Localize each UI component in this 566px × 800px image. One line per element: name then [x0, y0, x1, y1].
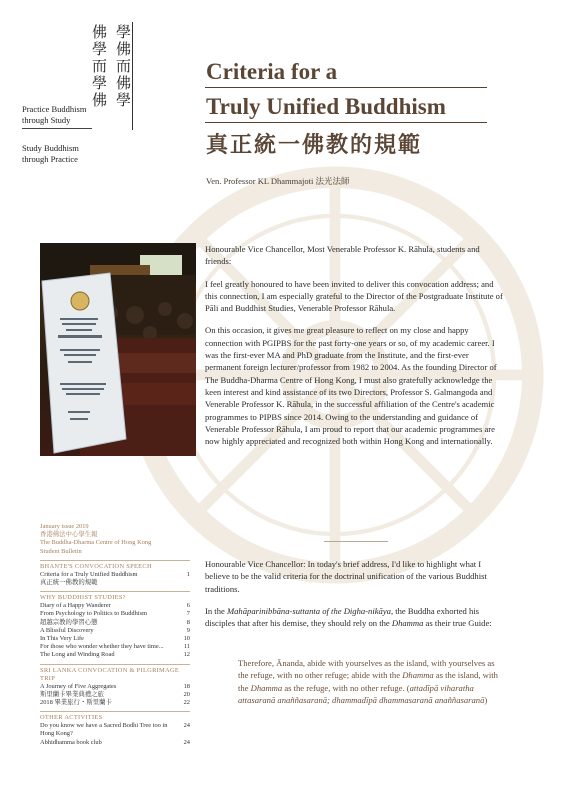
bulletin-name-english-2: Student Bulletin [40, 547, 82, 555]
toc-item-page: 24 [183, 738, 190, 746]
dhamma-term: Dhamma [391, 618, 424, 629]
tagline-practice-line2: through Study [22, 115, 71, 125]
cjk-motto-column-left: 佛學而學佛 [90, 24, 108, 109]
toc-item-page: 12 [183, 651, 190, 659]
toc-item-title: A Blissful Discovery [40, 626, 94, 634]
toc-item[interactable] [40, 571, 190, 579]
quote-pali: attadīpā viharatha attasaranā anaññasaranā; dhammadīpā dhammasaranā anaññasaranā [238, 682, 485, 705]
toc-item-title: 超越宗教的學習心態 [40, 618, 98, 626]
tagline-practice [22, 104, 92, 129]
convocation-photo [40, 243, 196, 456]
toc-item-page: 7 [186, 610, 190, 618]
sutta-title: Mahāparinibbāna-suttanta of the Digha-nikāya [226, 605, 391, 616]
convocation-photo-art [40, 243, 196, 456]
tagline-study-line2: through Practice [22, 154, 78, 164]
toc-item-title: 斯里蘭卡畢業典禮之旅 [40, 690, 104, 698]
toc-item-page: 20 [183, 690, 190, 698]
cjk-motto-column-right: 學佛而佛學 [114, 24, 132, 109]
toc-item-page: 8 [186, 618, 190, 626]
article-body [205, 243, 505, 457]
toc-item[interactable] [40, 699, 190, 707]
bulletin-name-english-1: The Buddha-Dharma Centre of Hong Kong [40, 539, 152, 547]
toc-item-title: Diary of a Happy Wanderer [40, 602, 111, 610]
toc-item-title: The Long and Winding Road [40, 651, 115, 659]
toc-item[interactable] [40, 602, 190, 610]
toc-item-page: 18 [183, 682, 190, 690]
toc-item[interactable] [40, 619, 190, 627]
toc-item-title: 真正統一佛教的規範 [40, 579, 98, 587]
toc-section-title: OTHER ACTIVITIES [40, 711, 190, 722]
quote-part-a: Therefore, Ānanda, abide with yourselves as the island, with yourselves as the refuge, with no other refuge; abide with the [238, 658, 495, 681]
toc-item-title: Abhidhamma book club [40, 738, 102, 746]
toc-item[interactable] [40, 651, 190, 659]
article-title-line2: Truly Unified Buddhism [206, 94, 446, 119]
quote-dhamma-1: Dhamma [402, 670, 434, 681]
toc-item-page: 24 [183, 722, 190, 730]
sutta-quotation [238, 657, 500, 706]
sutta-text-c: as their true Guide: [423, 618, 492, 629]
toc-item[interactable] [40, 683, 190, 691]
toc-item-page: 9 [186, 626, 190, 634]
paragraph-salutation: Honourable Vice Chancellor, Most Venerable Professor K. Rāhula, students and friends: [205, 244, 480, 267]
toc-item[interactable] [40, 635, 190, 643]
issue-date: January issue 2019 [40, 523, 89, 530]
article-author: Ven. Professor KL Dhammajoti 法光法師 [206, 176, 350, 186]
sutta-text-a: In the [205, 605, 227, 616]
sutta-text-b: , the Buddha exhorted his disciples that after his demise, they should rely on the [205, 605, 480, 629]
article-title-chinese: 真正統一佛教的規範 [206, 133, 423, 158]
toc-section-title: WHY BUDDHIST STUDIES? [40, 591, 190, 602]
toc-item[interactable] [40, 643, 190, 651]
toc-item-title: Criteria for a Truly Unified Buddhism [40, 570, 138, 578]
paragraph-connection: On this occasion, it gives me great pleasure to reflect on my close and happy connection with PGIPBS for the past forty-one years or so, of my academic career. I was the first-ever MA and PhD graduate from the Institute, and the first-ever permanent foreign lecturer/professor from 1982 to 2004. As the founding Director of The Buddha-Dharma Centre of Hong Kong, I must also gratefully acknowledge the keen interest and kind assistance of its two Directors, Professor S. Galmangoda and Venerable Professor K. Rāhula, in the successful affiliation of the Centre's academic programmes to PIPBS since 2014. Owing to the understanding and guidance of Venerable Professor Rāhula, I am proud to report that our academic programmes are now highly appreciated and recognized both within Hong Kong and internationally. [205, 325, 497, 447]
toc-item-page: 11 [183, 643, 190, 651]
paragraph-sutta [205, 605, 505, 630]
toc-item-page: 10 [183, 635, 190, 643]
bulletin-name-chinese: 香港佛法中心學生報 [40, 531, 98, 539]
article-title-line1: Criteria for a [206, 59, 338, 84]
title-rule-2 [205, 122, 487, 123]
toc-item[interactable] [40, 627, 190, 635]
toc-section-title: BHANTE'S CONVOCATION SPEECH [40, 560, 190, 571]
toc-item-title: From Psychology to Politics to Buddhism [40, 610, 148, 618]
toc-item-page: 6 [186, 602, 190, 610]
toc-item[interactable] [40, 610, 190, 618]
quote-part-e: as the refuge, with no other refuge. ( [282, 682, 410, 693]
article-body-continued [205, 558, 505, 639]
toc-item-title: For those who wonder whether they have time... [40, 643, 164, 651]
toc-item-page [180, 579, 190, 587]
paragraph-gratitude: I feel greatly honoured to have been invited to deliver this convocation address; and this connection, I am especially grateful to the Director of the Postgraduate Institute of Pāli and Buddhist Studies, Venerable Professor Rāhula. [205, 278, 503, 314]
title-rule-1 [205, 87, 487, 88]
quote-part-g: ) [484, 694, 488, 705]
toc-item-page: 1 [186, 570, 190, 578]
table-of-contents [40, 523, 190, 747]
toc-item-page: 22 [183, 699, 190, 707]
paragraph-criteria: Honourable Vice Chancellor: In today's brief address, I'd like to highlight what I believe to be the valid criteria for the doctrinal unification of the various Buddhist traditions. [205, 559, 487, 594]
motto-divider [132, 22, 133, 130]
toc-item[interactable] [40, 579, 190, 587]
toc-item[interactable] [40, 691, 190, 699]
tagline-study [22, 143, 79, 165]
tagline-practice-line1: Practice Buddhism [22, 104, 87, 114]
toc-item[interactable] [40, 722, 190, 738]
quote-dhamma-2: Dhamma [250, 682, 283, 693]
quote-part-c: as the island, with the [238, 670, 498, 693]
tagline-study-line1: Study Buddhism [22, 143, 79, 153]
toc-item-title: 2018 畢業旅行・斯里蘭卡 [40, 699, 112, 707]
toc-item-title: Do you know we have a Sacred Bodhi Tree too in Hong Kong? [40, 722, 168, 738]
section-divider [324, 541, 388, 542]
toc-item[interactable] [40, 739, 190, 747]
toc-section-title: SRI LANKA CONVOCATION & PILGRIMAGE TRIP [40, 664, 190, 683]
toc-item-title: In This Very Life [40, 635, 84, 643]
toc-item-title: A Journey of Five Aggregates [40, 682, 117, 690]
